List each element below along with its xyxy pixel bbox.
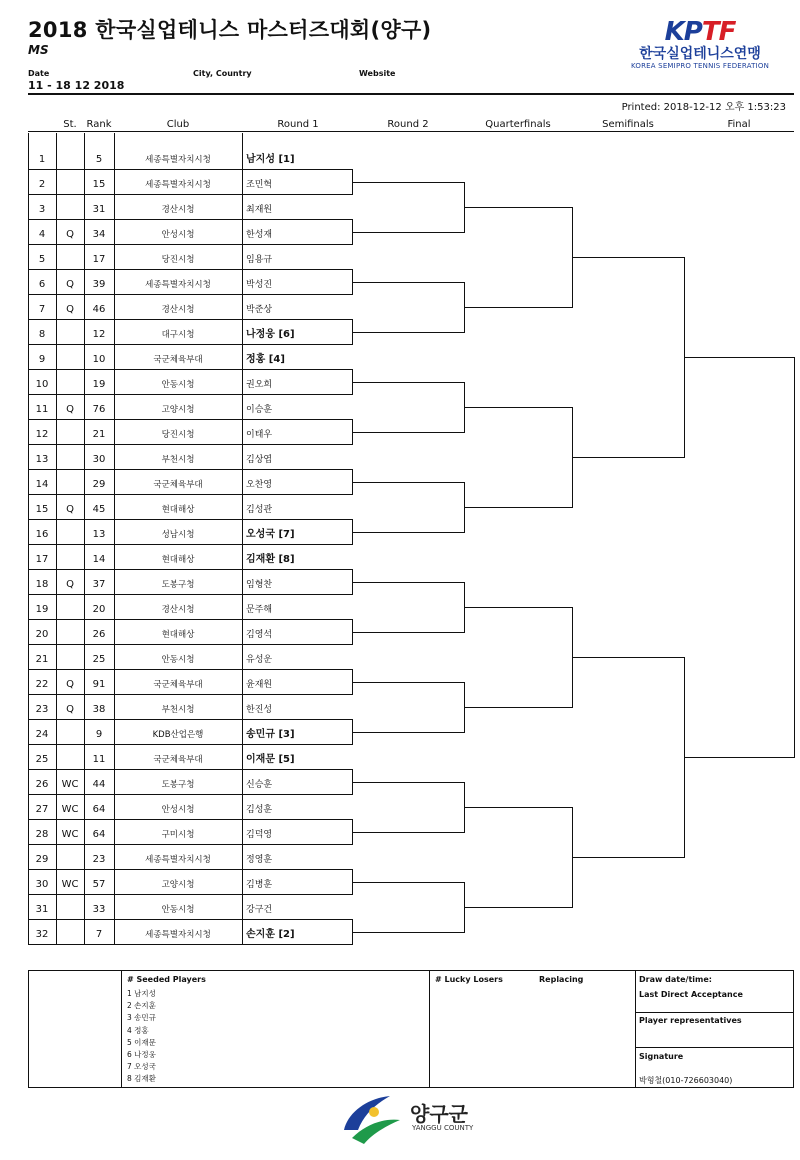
table-column-line [84, 133, 85, 945]
seed-entry: 7 오성국 [127, 1062, 156, 1072]
draw-position: 5 [38, 254, 46, 265]
draw-position: 23 [35, 704, 49, 715]
entry-rank: 23 [92, 854, 106, 865]
draw-position: 3 [38, 204, 46, 215]
entry-status [56, 553, 84, 567]
entry-rank: 13 [92, 529, 106, 540]
row-divider [28, 244, 352, 245]
entry-player: 김상엽 [246, 455, 273, 465]
entry-player: 조민혁 [246, 180, 273, 190]
entry-club: 국군체육부대 [153, 755, 203, 765]
bracket-slot [464, 807, 572, 808]
entry-rank: 64 [92, 829, 106, 840]
signature-label: Signature [639, 1052, 684, 1061]
entry-club: 현대해상 [161, 505, 195, 515]
col-st: St. [63, 119, 77, 130]
draw-position: 4 [38, 229, 46, 240]
entry-status [56, 478, 84, 492]
entry-player: 문주해 [246, 605, 273, 615]
bracket-slot [464, 907, 572, 908]
draw-position: 12 [35, 429, 49, 440]
entry-rank: 5 [95, 154, 103, 165]
bracket-slot [464, 407, 572, 408]
row-divider [28, 594, 352, 595]
draw-position: 11 [35, 404, 49, 415]
seed-entry: 8 김재환 [127, 1074, 156, 1084]
entry-club: 안동시청 [161, 905, 195, 915]
col-final: Final [727, 119, 751, 130]
entry-player: 이태우 [246, 430, 273, 440]
entry-club: 국군체육부대 [153, 480, 203, 490]
entry-player: 오성국 [7] [246, 529, 295, 540]
bracket-slot [352, 882, 464, 883]
row-divider [28, 544, 352, 545]
draw-position: 15 [35, 504, 49, 515]
entry-status: Q [66, 404, 74, 415]
row-divider [28, 894, 352, 895]
entry-club: 안동시청 [161, 380, 195, 390]
seed-entry: 3 송민규 [127, 1013, 156, 1023]
bracket-slot [352, 482, 464, 483]
entry-rank: 12 [92, 329, 106, 340]
entry-rank: 38 [92, 704, 106, 715]
entry-club: 세종특별자치시청 [145, 855, 211, 865]
entry-status [56, 178, 84, 192]
city-label: City, Country [193, 69, 252, 78]
bracket-slot [684, 357, 794, 358]
footer-divider [121, 971, 122, 1087]
entry-status [56, 328, 84, 342]
draw-position: 1 [38, 154, 46, 165]
draw-position: 30 [35, 879, 49, 890]
entry-rank: 64 [92, 804, 106, 815]
entry-club: 안성시청 [161, 805, 195, 815]
entry-player: 강구건 [246, 905, 273, 915]
draw-position: 27 [35, 804, 49, 815]
row-divider [28, 419, 352, 420]
row-divider [28, 644, 352, 645]
entry-rank: 25 [92, 654, 106, 665]
seed-entry: 4 정홍 [127, 1025, 149, 1035]
entry-club: 안동시청 [161, 655, 195, 665]
bracket-slot [572, 857, 684, 858]
entry-status [56, 753, 84, 767]
entry-club: 부천시청 [161, 455, 195, 465]
entry-status: Q [66, 679, 74, 690]
county-name-korean: 양구군 [410, 1102, 468, 1126]
entry-player: 임용규 [246, 255, 273, 265]
entry-status [56, 728, 84, 742]
logo-text-b: TF [701, 17, 736, 47]
entry-rank: 91 [92, 679, 106, 690]
draw-position: 32 [35, 929, 49, 940]
row-divider [28, 619, 352, 620]
footer-divider [635, 1047, 793, 1048]
lucky-losers-title: # Lucky Losers [435, 975, 503, 984]
row-divider [28, 444, 352, 445]
entry-club: 당진시청 [161, 430, 195, 440]
entry-player: 이승훈 [246, 405, 273, 415]
col-club: Club [166, 119, 190, 130]
draw-position: 7 [38, 304, 46, 315]
logo-text-a: KP [664, 17, 702, 47]
draw-position: 20 [35, 629, 49, 640]
last-direct-acceptance-label: Last Direct Acceptance [639, 990, 743, 999]
seed-entry: 6 나정웅 [127, 1050, 156, 1060]
entry-club: 고양시청 [161, 405, 195, 415]
bracket-slot [572, 457, 684, 458]
row-divider [28, 694, 352, 695]
entry-status [56, 153, 84, 167]
col-rank: Rank [86, 119, 112, 130]
entry-player: 송민규 [3] [246, 729, 295, 740]
entry-player: 김병훈 [246, 880, 273, 890]
entry-status [56, 628, 84, 642]
bracket-slot [464, 507, 572, 508]
entry-rank: 9 [95, 729, 103, 740]
entry-status: Q [66, 279, 74, 290]
entry-status [56, 928, 84, 942]
entry-club: 세종특별자치시청 [145, 280, 211, 290]
county-name-english: YANGGU COUNTY [412, 1124, 474, 1132]
entry-club: 현대해상 [161, 630, 195, 640]
row-divider [28, 769, 352, 770]
draw-position: 19 [35, 604, 49, 615]
seed-entry: 5 이재문 [127, 1037, 156, 1047]
row-divider [28, 369, 352, 370]
row-divider [28, 519, 352, 520]
entry-status [56, 378, 84, 392]
entry-status: Q [66, 304, 74, 315]
entry-rank: 10 [92, 354, 106, 365]
date-label: Date [28, 69, 50, 78]
entry-club: 구미시청 [161, 830, 195, 840]
header-divider [28, 93, 794, 95]
row-divider [28, 919, 352, 920]
entry-club: 성남시청 [161, 530, 195, 540]
row-divider [28, 819, 352, 820]
draw-position: 16 [35, 529, 49, 540]
entry-rank: 17 [92, 254, 106, 265]
entry-player: 유성운 [246, 655, 273, 665]
entry-status [56, 453, 84, 467]
entry-status: WC [61, 804, 79, 815]
bracket-slot [352, 932, 464, 933]
entry-club: 세종특별자치시청 [145, 930, 211, 940]
website-label: Website [359, 69, 396, 78]
entry-status: WC [61, 829, 79, 840]
entry-player: 남지성 [1] [246, 154, 295, 165]
draw-position: 21 [35, 654, 49, 665]
column-header-divider [28, 131, 794, 132]
printed-timestamp: Printed: 2018-12-12 오후 1:53:23 [621, 102, 786, 113]
entry-rank: 19 [92, 379, 106, 390]
col-round1: Round 1 [277, 119, 319, 130]
entry-status [56, 653, 84, 667]
entry-club: 경산시청 [161, 305, 195, 315]
entry-club: 국군체육부대 [153, 355, 203, 365]
entry-status: Q [66, 704, 74, 715]
entry-status: Q [66, 229, 74, 240]
entry-player: 김성훈 [246, 805, 273, 815]
entry-player: 김재환 [8] [246, 554, 295, 565]
entry-status [56, 203, 84, 217]
entry-club: 부천시청 [161, 705, 195, 715]
bracket-connector [794, 357, 795, 758]
row-divider [28, 269, 352, 270]
entry-club: 경산시청 [161, 605, 195, 615]
row-divider [28, 569, 352, 570]
seed-entry: 2 손지훈 [127, 1001, 156, 1011]
entry-club: 세종특별자치시청 [145, 155, 211, 165]
entry-rank: 26 [92, 629, 106, 640]
bracket-slot [464, 707, 572, 708]
table-column-line [28, 133, 29, 945]
bracket-slot [464, 307, 572, 308]
entry-club: 경산시청 [161, 205, 195, 215]
entry-status: Q [66, 504, 74, 515]
bracket-slot [352, 832, 464, 833]
table-column-line [56, 133, 57, 945]
entry-club: KDB산업은행 [152, 730, 204, 740]
draw-position: 9 [38, 354, 46, 365]
entry-rank: 15 [92, 179, 106, 190]
seeded-players-list [127, 988, 156, 1086]
entry-club: 도봉구청 [161, 780, 195, 790]
entry-rank: 14 [92, 554, 106, 565]
draw-position: 18 [35, 579, 49, 590]
bracket-slot [352, 182, 464, 183]
yanggu-county-logo [338, 1090, 498, 1150]
entry-rank: 46 [92, 304, 106, 315]
bracket-slot [352, 582, 464, 583]
bracket-slot [352, 732, 464, 733]
entry-club: 세종특별자치시청 [145, 180, 211, 190]
draw-position: 26 [35, 779, 49, 790]
entry-player: 정영훈 [246, 855, 273, 865]
entry-player: 나정웅 [6] [246, 329, 295, 340]
row-divider [28, 219, 352, 220]
entry-rank: 37 [92, 579, 106, 590]
row-divider [28, 944, 352, 945]
row-divider [28, 494, 352, 495]
entry-player: 박성진 [246, 280, 273, 290]
entry-club: 대구시청 [161, 330, 195, 340]
table-column-line [242, 133, 243, 945]
entry-player: 오찬영 [246, 480, 273, 490]
row-divider [28, 394, 352, 395]
row-divider [28, 869, 352, 870]
draw-position: 8 [38, 329, 46, 340]
seed-entry: 1 남지성 [127, 989, 156, 998]
row-divider [28, 344, 352, 345]
bracket-slot [684, 757, 794, 758]
page-title: 2018 한국실업테니스 마스터즈대회(양구) [28, 18, 432, 42]
draw-position: 29 [35, 854, 49, 865]
entry-rank: 30 [92, 454, 106, 465]
bracket-slot [352, 532, 464, 533]
bracket-slot [352, 632, 464, 633]
col-round2: Round 2 [387, 119, 429, 130]
entry-rank: 29 [92, 479, 106, 490]
table-column-line [114, 133, 115, 945]
player-representatives-label: Player representatives [639, 1016, 742, 1025]
entry-status [56, 528, 84, 542]
entry-rank: 20 [92, 604, 106, 615]
row-divider [28, 719, 352, 720]
tournament-dates: 11 - 18 12 2018 [28, 79, 125, 92]
bracket-slot [572, 257, 684, 258]
row-divider [28, 319, 352, 320]
entry-status [56, 428, 84, 442]
entry-player: 박준상 [246, 305, 273, 315]
footer-divider [429, 971, 430, 1087]
entry-rank: 11 [92, 754, 106, 765]
entry-player: 정홍 [4] [246, 354, 285, 365]
bracket-slot [464, 207, 572, 208]
bracket-slot [352, 382, 464, 383]
entry-player: 이재문 [5] [246, 754, 295, 765]
logo-english: KOREA SEMIPRO TENNIS FEDERATION [630, 62, 770, 70]
footer-panel [28, 970, 794, 1088]
draw-position: 24 [35, 729, 49, 740]
kstf-logo [614, 18, 786, 70]
entry-status [56, 853, 84, 867]
bracket-slot [464, 607, 572, 608]
bracket-slot [352, 782, 464, 783]
footer-divider [635, 1012, 793, 1013]
draw-position: 25 [35, 754, 49, 765]
draw-position: 14 [35, 479, 49, 490]
draw-position: 17 [35, 554, 49, 565]
row-divider [28, 194, 352, 195]
replacing-title: Replacing [539, 975, 584, 984]
entry-player: 김영석 [246, 630, 273, 640]
bracket-slot [352, 282, 464, 283]
footer-divider [635, 971, 636, 1087]
draw-position: 28 [35, 829, 49, 840]
entry-status: Q [66, 579, 74, 590]
signature-name: 박형철(010-726603040) [639, 1076, 733, 1085]
entry-status [56, 253, 84, 267]
draw-position: 10 [35, 379, 49, 390]
entry-rank: 34 [92, 229, 106, 240]
entry-club: 현대해상 [161, 555, 195, 565]
draw-position: 22 [35, 679, 49, 690]
entry-rank: 39 [92, 279, 106, 290]
bracket-slot [352, 232, 464, 233]
entry-player: 한성재 [246, 230, 273, 240]
entry-player: 신승훈 [246, 780, 273, 790]
bracket-slot [352, 432, 464, 433]
entry-status [56, 903, 84, 917]
seeded-players-title: # Seeded Players [127, 975, 206, 984]
entry-player: 임형찬 [246, 580, 273, 590]
entry-club: 고양시청 [161, 880, 195, 890]
col-quarterfinals: Quarterfinals [485, 119, 551, 130]
entry-club: 당진시청 [161, 255, 195, 265]
draw-position: 2 [38, 179, 46, 190]
entry-rank: 33 [92, 904, 106, 915]
entry-club: 도봉구청 [161, 580, 195, 590]
entry-rank: 21 [92, 429, 106, 440]
entry-status [56, 603, 84, 617]
entry-player: 권오희 [246, 380, 273, 390]
entry-player: 최재원 [246, 205, 273, 215]
entry-player: 손지훈 [2] [246, 929, 295, 940]
entry-player: 윤재원 [246, 680, 273, 690]
entry-rank: 7 [95, 929, 103, 940]
row-divider [28, 469, 352, 470]
row-divider [28, 844, 352, 845]
entry-rank: 44 [92, 779, 106, 790]
draw-date-label: Draw date/time: [639, 975, 712, 984]
logo-korean: 한국실업테니스연맹 [639, 46, 761, 62]
entry-rank: 31 [92, 204, 106, 215]
entry-status [56, 353, 84, 367]
event-code: MS [28, 43, 49, 57]
draw-position: 6 [38, 279, 46, 290]
entry-player: 한진성 [246, 705, 273, 715]
row-divider [28, 169, 352, 170]
bracket-slot [352, 682, 464, 683]
col-semifinals: Semifinals [602, 119, 654, 130]
entry-status: WC [61, 879, 79, 890]
entry-status: WC [61, 779, 79, 790]
row-divider [28, 744, 352, 745]
entry-club: 안성시청 [161, 230, 195, 240]
row-divider [28, 794, 352, 795]
row-divider [28, 669, 352, 670]
row-divider [28, 294, 352, 295]
entry-club: 국군체육부대 [153, 680, 203, 690]
entry-player: 김성관 [246, 505, 273, 515]
draw-position: 31 [35, 904, 49, 915]
draw-position: 13 [35, 454, 49, 465]
yanggu-emblem-icon [338, 1090, 408, 1148]
entry-player: 김덕영 [246, 830, 273, 840]
entry-rank: 57 [92, 879, 106, 890]
entry-rank: 45 [92, 504, 106, 515]
bracket-slot [352, 332, 464, 333]
entry-rank: 76 [92, 404, 106, 415]
bracket-slot [572, 657, 684, 658]
